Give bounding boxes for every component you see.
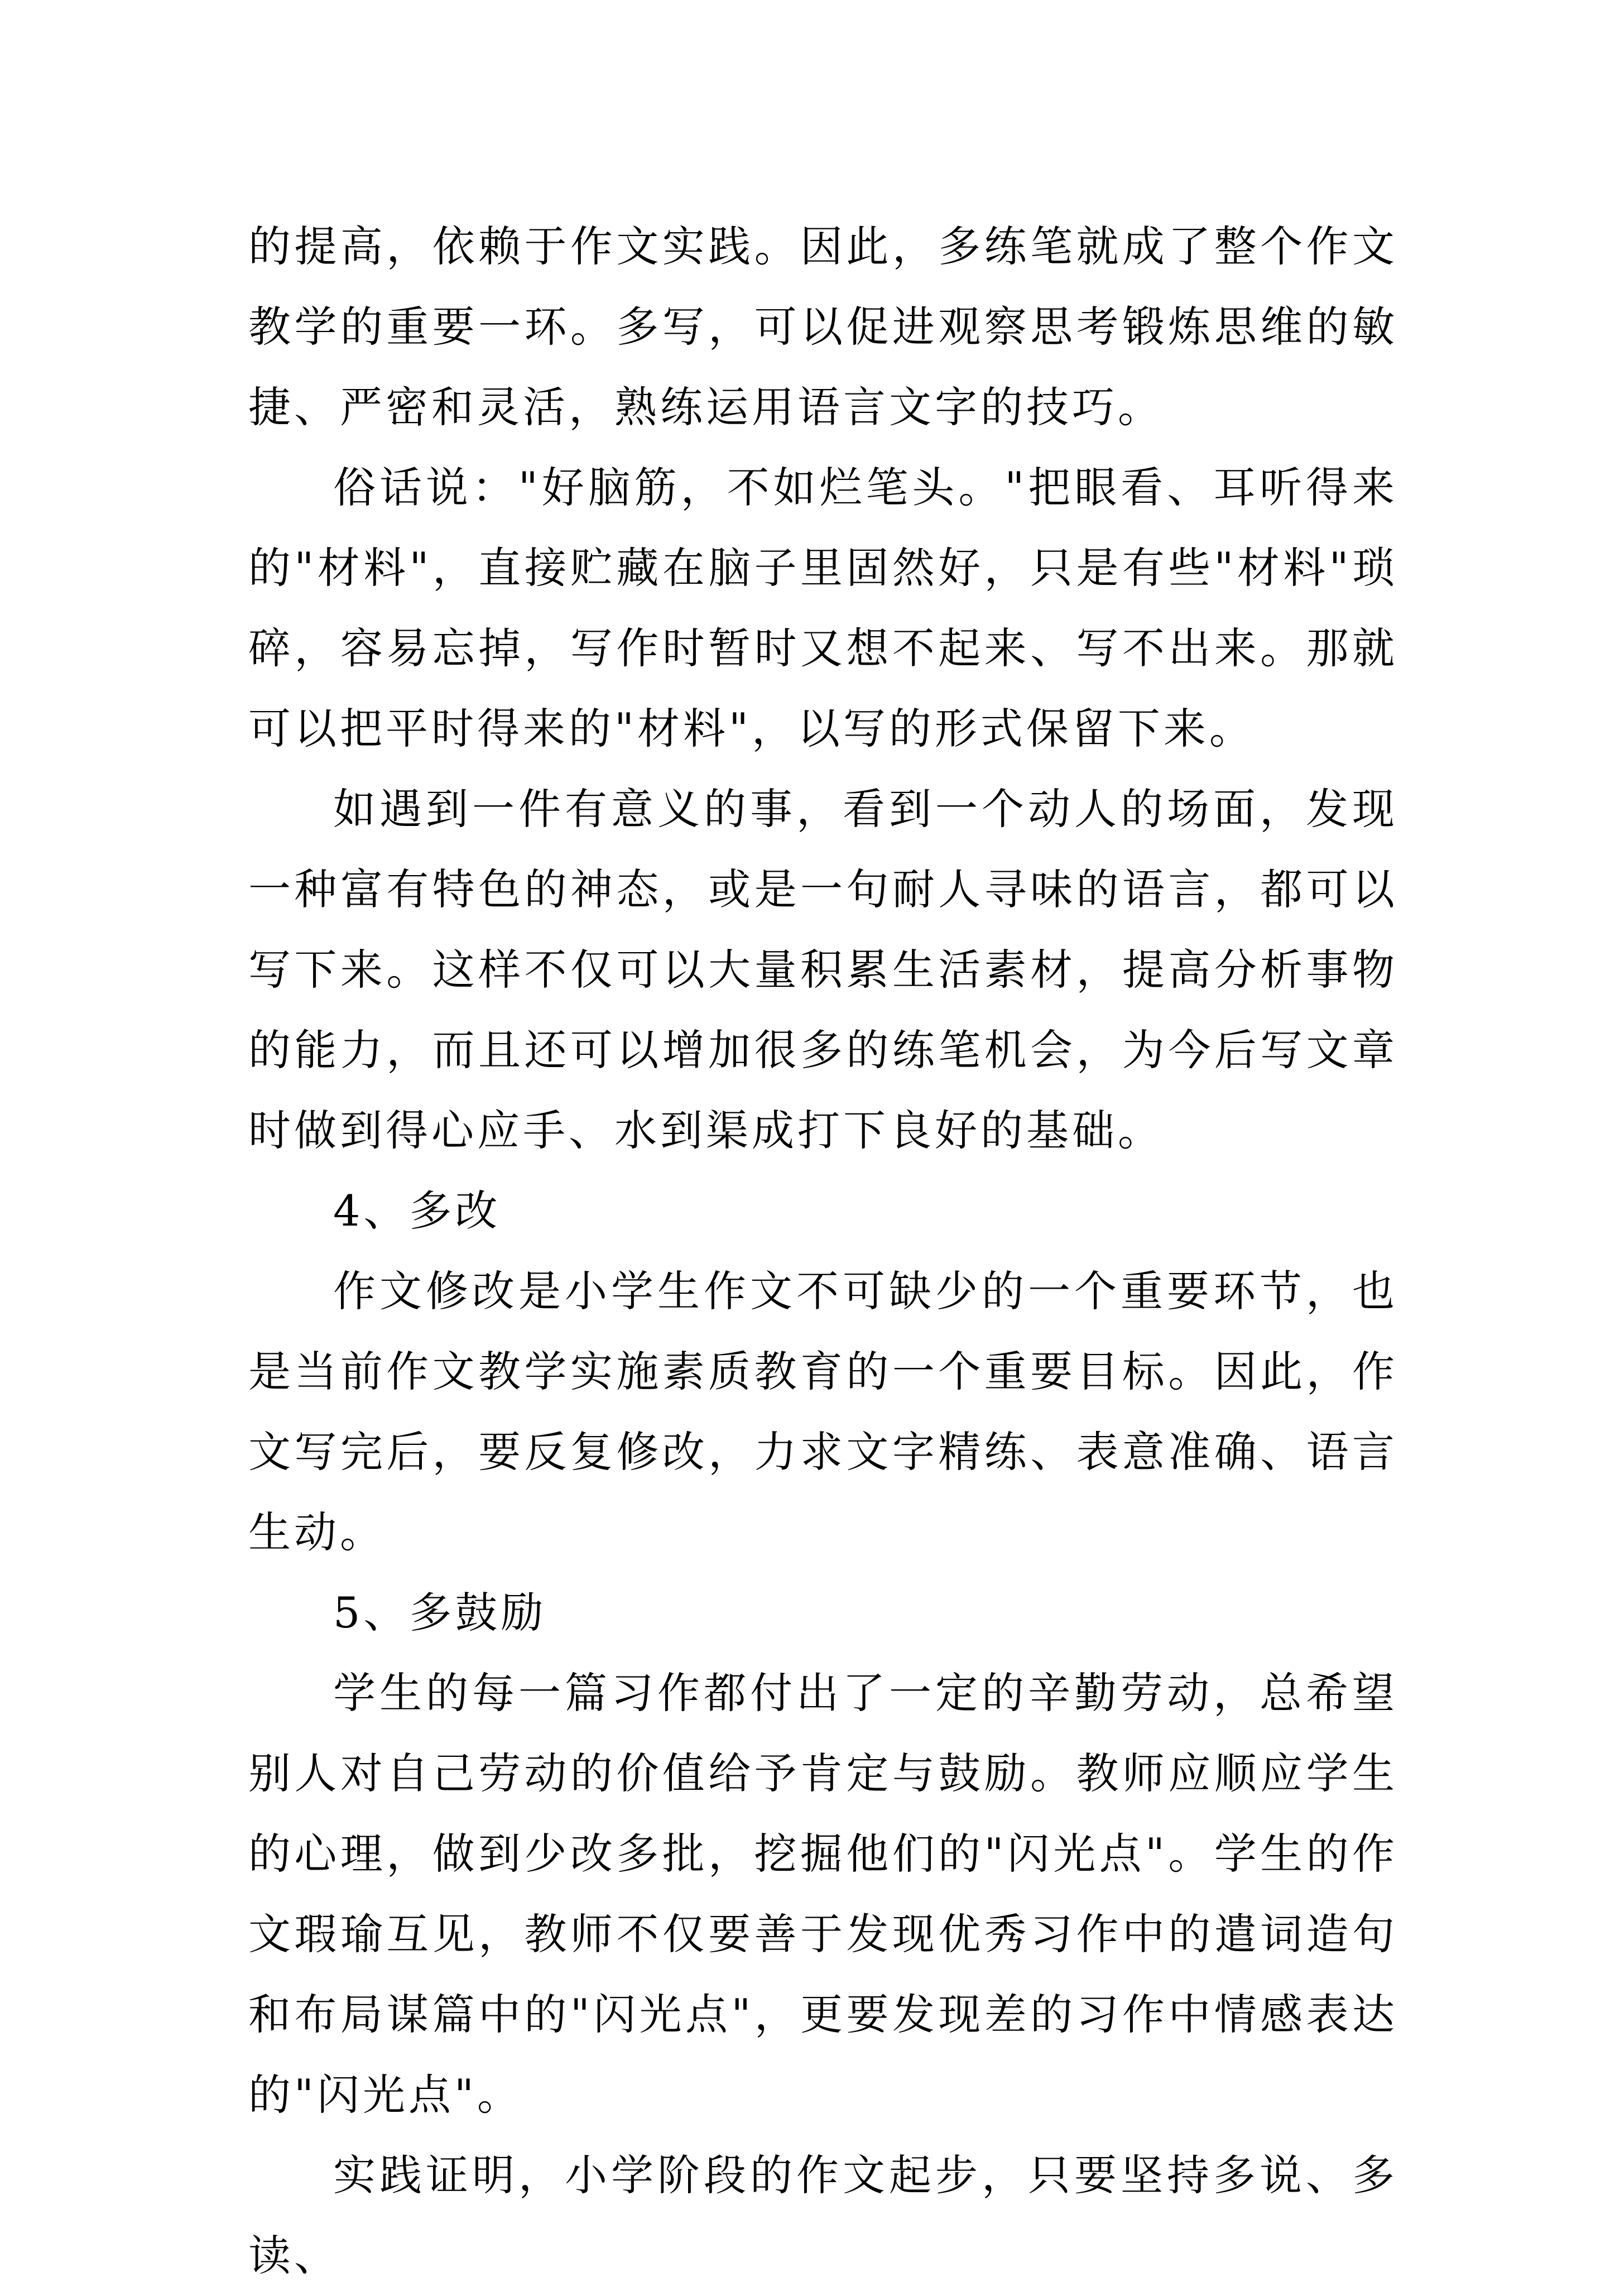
paragraph-record-material: 如遇到一件有意义的事，看到一个动人的场面，发现一种富有特色的神态，或是一句耐人寻味的语言，都可以写下来。这样不仅可以大量积累生活素材，提高分析事物的能力，而且还可以增加很多的练笔机会，为今后写文章时做到得心应手、水到渠成打下良好的基础。 bbox=[248, 784, 1398, 1155]
paragraph-encourage: 学生的每一篇习作都付出了一定的辛勤劳动，总希望别人对自己劳动的价值给予肯定与鼓励。教师应顺应学生的心理，做到少改多批，挖掘他们的"闪光点"。学生的作文瑕瑜互见，教师不仅要善于发现优秀习作中的遣词造句和布局谋篇中的"闪光点"，更要发现差的习作中情感表达的"闪光点"。 bbox=[248, 1668, 1398, 2120]
paragraph-continuation: 的提高，依赖于作文实践。因此，多练笔就成了整个作文教学的重要一环。多写，可以促进观察思考锻炼思维的敏捷、严密和灵活，熟练运用语言文字的技巧。 bbox=[248, 222, 1398, 432]
section-heading-revise: 4、多改 bbox=[333, 1186, 501, 1236]
paragraph-revise: 作文修改是小学生作文不可缺少的一个重要环节，也是当前作文教学实施素质教育的一个重要目标。因此，作文写完后，要反复修改，力求文字精练、表意准确、语言生动。 bbox=[248, 1266, 1398, 1557]
document-body bbox=[248, 206, 1398, 2296]
paragraph-conclusion: 实践证明，小学阶段的作文起步，只要坚持多说、多读、 bbox=[248, 2150, 1398, 2280]
section-heading-encourage: 5、多鼓励 bbox=[333, 1588, 547, 1637]
paragraph-proverb: 俗话说："好脑筋，不如烂笔头。"把眼看、耳听得来的"材料"，直接贮藏在脑子里固然好，只是有些"材料"琐碎，容易忘掉，写作时暂时又想不起来、写不出来。那就可以把平时得来的"材料"，以写的形式保留下来。 bbox=[248, 463, 1398, 753]
